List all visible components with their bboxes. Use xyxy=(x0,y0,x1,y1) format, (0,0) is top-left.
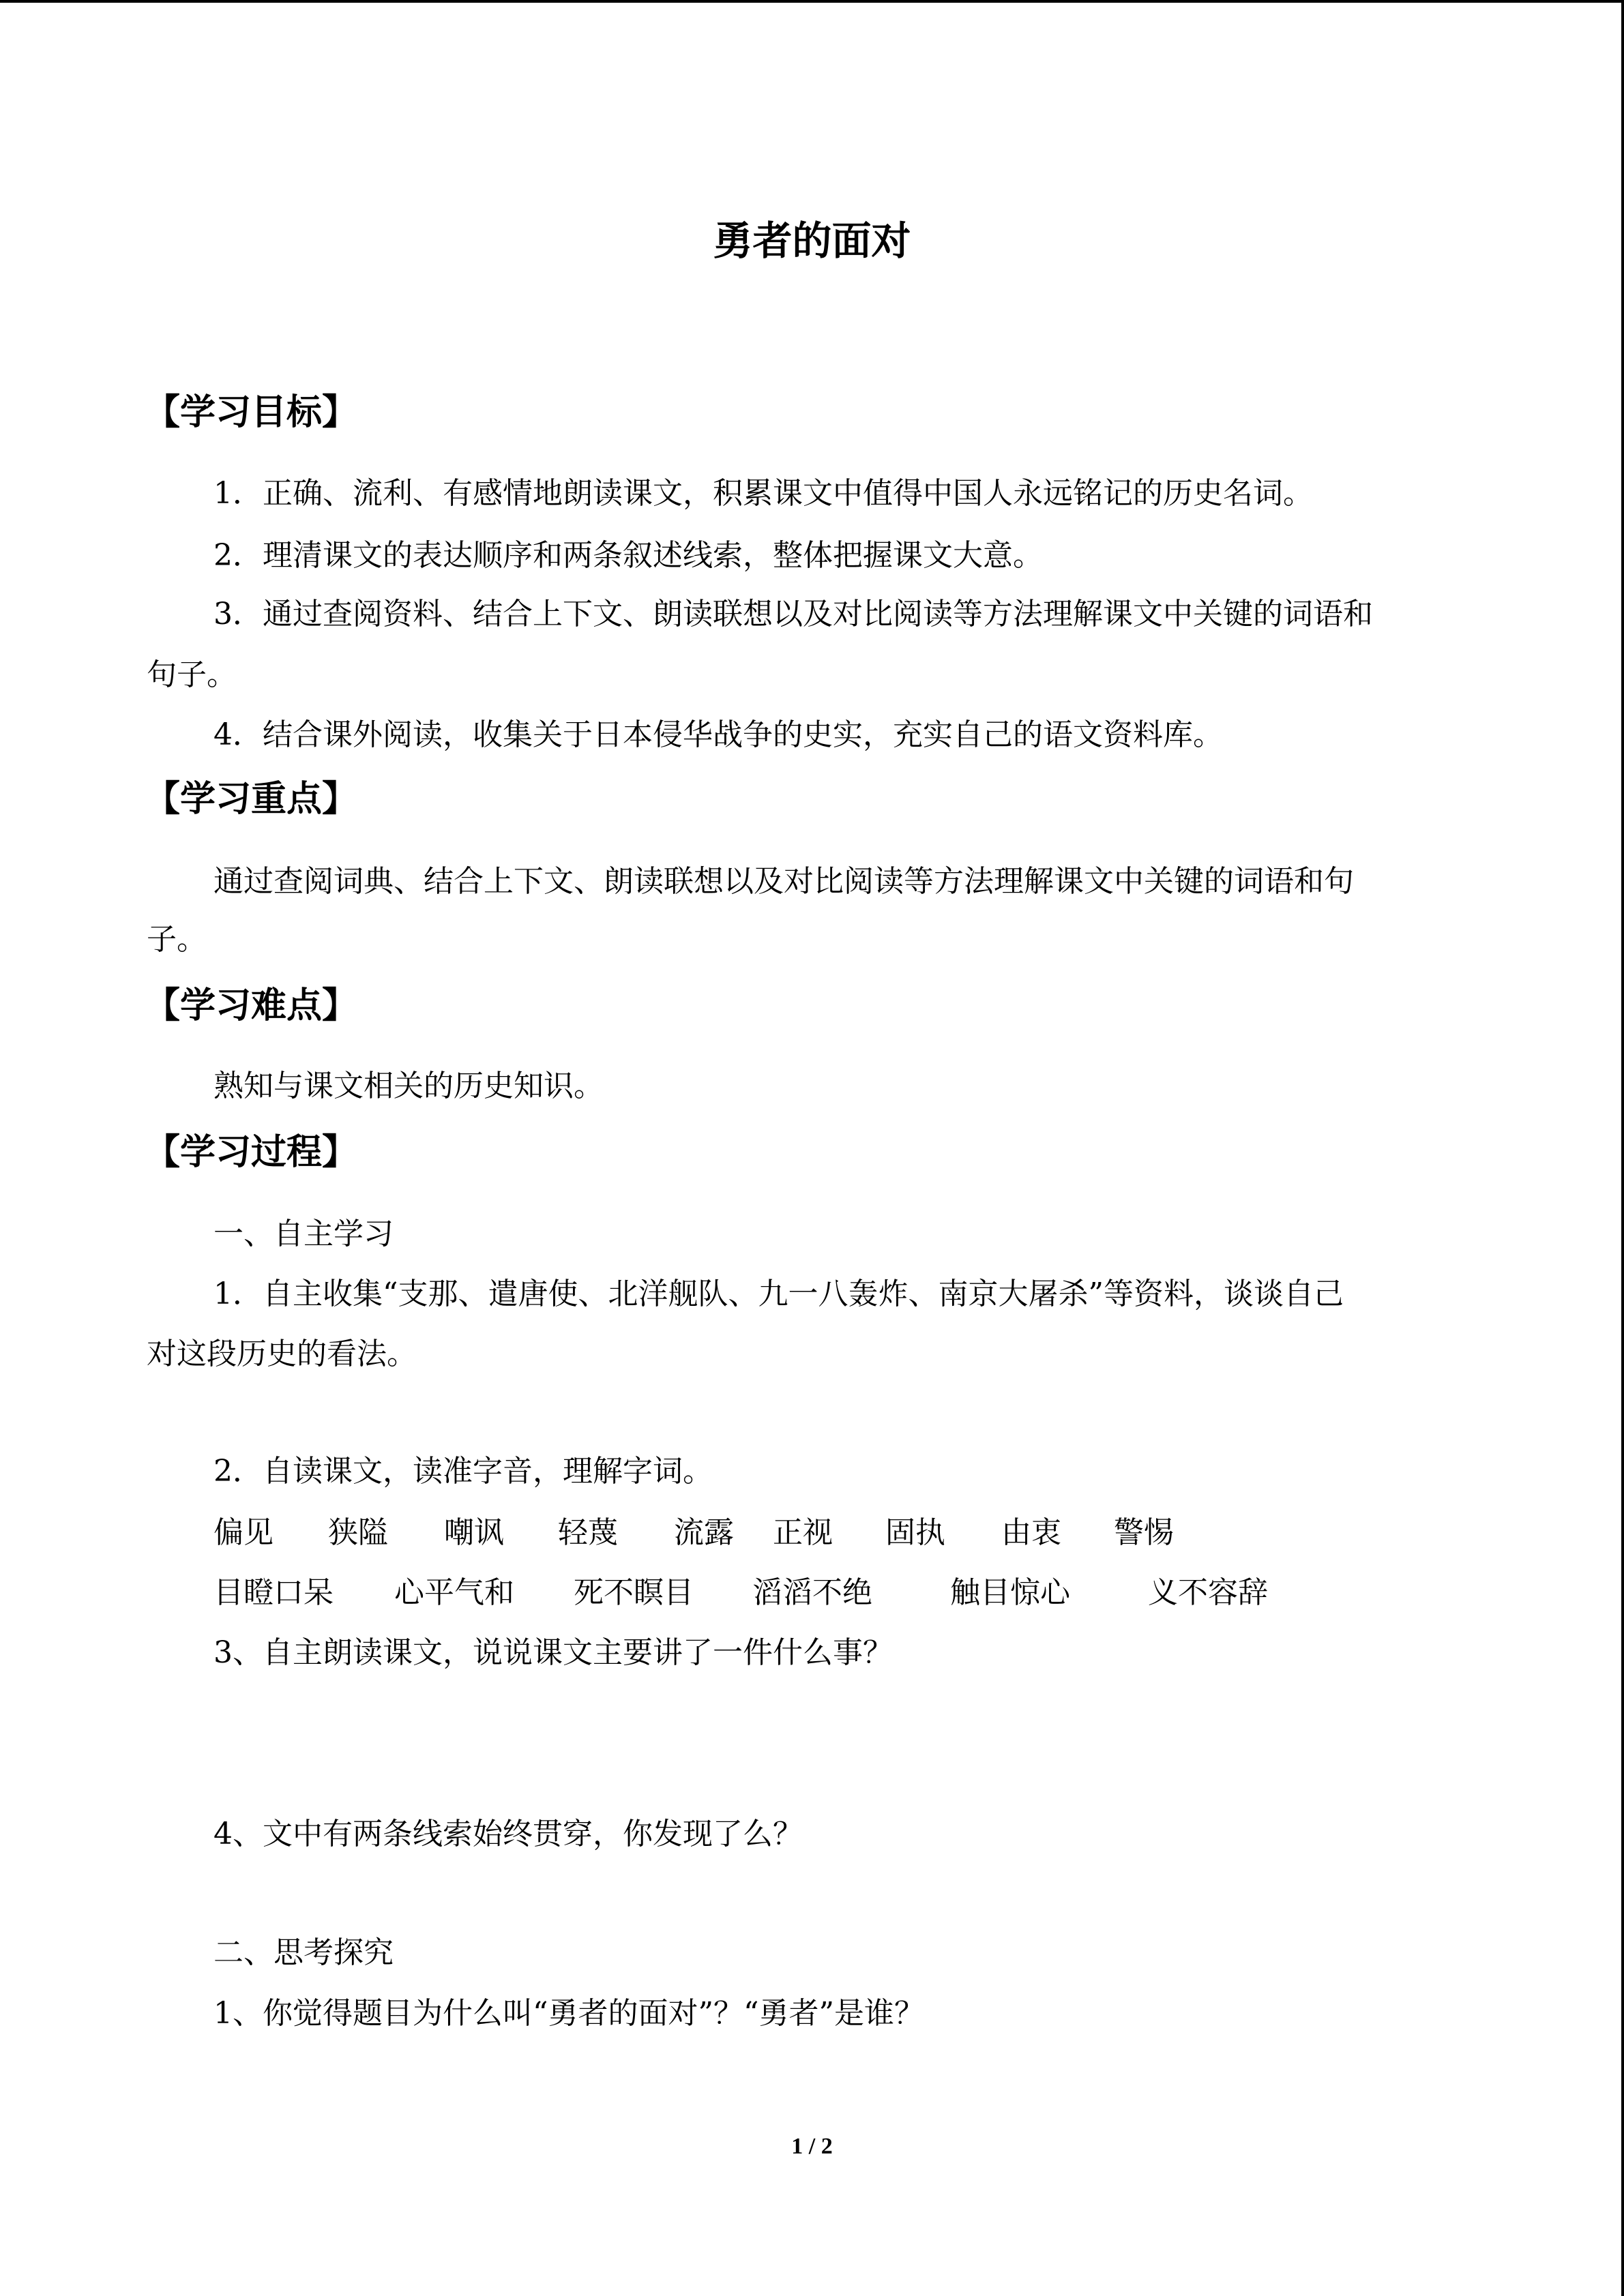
key-points-line-2: 子。 xyxy=(147,922,207,957)
vocab-phrase: 心平气和 xyxy=(394,1575,514,1610)
vocab-word: 流露 xyxy=(674,1515,734,1550)
page-border-top xyxy=(0,0,1624,3)
heading-key-points: 【学习重点】 xyxy=(145,779,358,820)
vocab-phrase: 滔滔不绝 xyxy=(752,1575,872,1610)
objective-item-4: 4．结合课外阅读，收集关于日本侵华战争的史实，充实自己的语文资料库。 xyxy=(213,717,1223,752)
heading-difficulties: 【学习难点】 xyxy=(145,985,358,1026)
part1-heading: 一、自主学习 xyxy=(213,1217,394,1251)
vocab-word: 由衷 xyxy=(1001,1515,1061,1550)
objective-item-3-continued: 句子。 xyxy=(147,657,237,692)
heading-objectives: 【学习目标】 xyxy=(145,392,358,433)
vocab-phrase: 义不容辞 xyxy=(1148,1575,1268,1610)
vocab-phrase: 触目惊心 xyxy=(950,1575,1070,1610)
vocab-phrase: 死不瞑目 xyxy=(574,1575,694,1610)
part2-heading: 二、思考探究 xyxy=(213,1935,394,1970)
vocab-word: 固执 xyxy=(885,1515,945,1550)
part2-q1: 1、你觉得题目为什么叫“勇者的面对”？“勇者”是谁？ xyxy=(213,1996,924,2031)
difficulties-line-1: 熟知与课文相关的历史知识。 xyxy=(213,1069,604,1103)
page-indicator: 1 / 2 xyxy=(791,2134,833,2159)
document-title: 勇者的面对 xyxy=(713,218,911,264)
vocab-phrase: 目瞪口呆 xyxy=(213,1575,334,1610)
part1-q3: 3、自主朗读课文，说说课文主要讲了一件什么事？ xyxy=(213,1635,893,1670)
vocab-word: 偏见 xyxy=(213,1515,274,1550)
key-points-line-1: 通过查阅词典、结合上下文、朗读联想以及对比阅读等方法理解课文中关键的词语和句 xyxy=(213,864,1354,899)
vocab-word: 正视 xyxy=(773,1515,833,1550)
objective-item-3: 3．通过查阅资料、结合上下文、朗读联想以及对比阅读等方法理解课文中关键的词语和 xyxy=(213,597,1373,631)
vocab-word: 狭隘 xyxy=(328,1515,388,1550)
part1-q1-line-2: 对这段历史的看法。 xyxy=(147,1337,417,1371)
page-border-right xyxy=(1621,0,1624,2296)
vocab-word: 警惕 xyxy=(1114,1515,1174,1550)
vocab-word: 嘲讽 xyxy=(444,1515,504,1550)
part1-q2: 2．自读课文，读准字音，理解字词。 xyxy=(213,1454,713,1489)
part1-q4: 4、文中有两条线索始终贯穿，你发现了么？ xyxy=(213,1817,803,1851)
objective-item-1: 1．正确、流利、有感情地朗读课文，积累课文中值得中国人永远铭记的历史名词。 xyxy=(213,476,1313,511)
vocab-word: 轻蔑 xyxy=(558,1515,618,1550)
part1-q1-line-1: 1．自主收集“支那、遣唐使、北洋舰队、九一八轰炸、南京大屠杀”等资料，谈谈自己 xyxy=(213,1277,1344,1311)
objective-item-2: 2．理清课文的表达顺序和两条叙述线索，整体把握课文大意。 xyxy=(213,538,1043,573)
heading-process: 【学习过程】 xyxy=(145,1132,358,1173)
